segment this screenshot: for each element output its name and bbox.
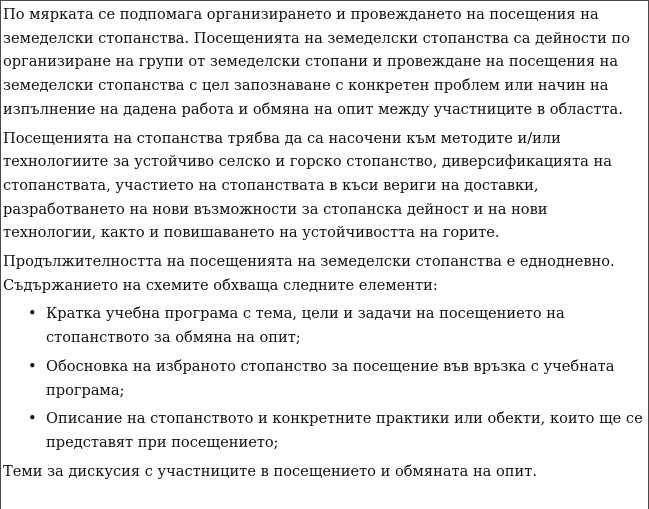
bullet-icon: • [28, 357, 37, 375]
list-item-text: Описание на стопанството и конкретните практики или обекти, които ще се представят при посещението; [46, 410, 643, 451]
bullet-icon: • [28, 410, 37, 428]
paragraph-intro: По мярката се подпомага организирането и провеждането на посещения на земеделски стопанства. Посещенията на земеделски стопанства са дейности по организиране на групи от земеделски стопани и провеждане на посещения на земеделски стопанства с цел запознаване с конкретен проблем или начин на изпълнение на дадена работа и обмяна на опит между участниците в областта. [3, 6, 631, 118]
paragraph-closing: Теми за дискусия с участниците в посещението и обмяната на опит. [3, 462, 537, 480]
paragraph-focus: Посещенията на стопанства трябва да са насочени към методите и/или технологиите за устойчиво селско и горско стопанство, диверсификацията на стопанствата, участието на стопанствата в къси вериги на доставки, разработването на нови възможности за стопанска дейност и на нови технологии, както и повишаването на устойчивостта на горите. [3, 129, 612, 242]
list-item [28, 407, 644, 454]
list-item-text: Обосновка на избраното стопанство за посещение във връзка с учебната програма; [46, 357, 615, 399]
list-item [28, 355, 644, 402]
list-item-text: Кратка учебна програма с тема, цели и задачи на посещението на стопанството за обмяна на опит; [46, 305, 565, 347]
elements-list [3, 302, 644, 454]
list-item [28, 302, 644, 349]
bullet-icon: • [28, 305, 37, 323]
paragraph-duration: Продължителността на посещенията на земеделски стопанства е еднодневно. Съдържанието на схемите обхваща следните елементи: [3, 253, 615, 294]
